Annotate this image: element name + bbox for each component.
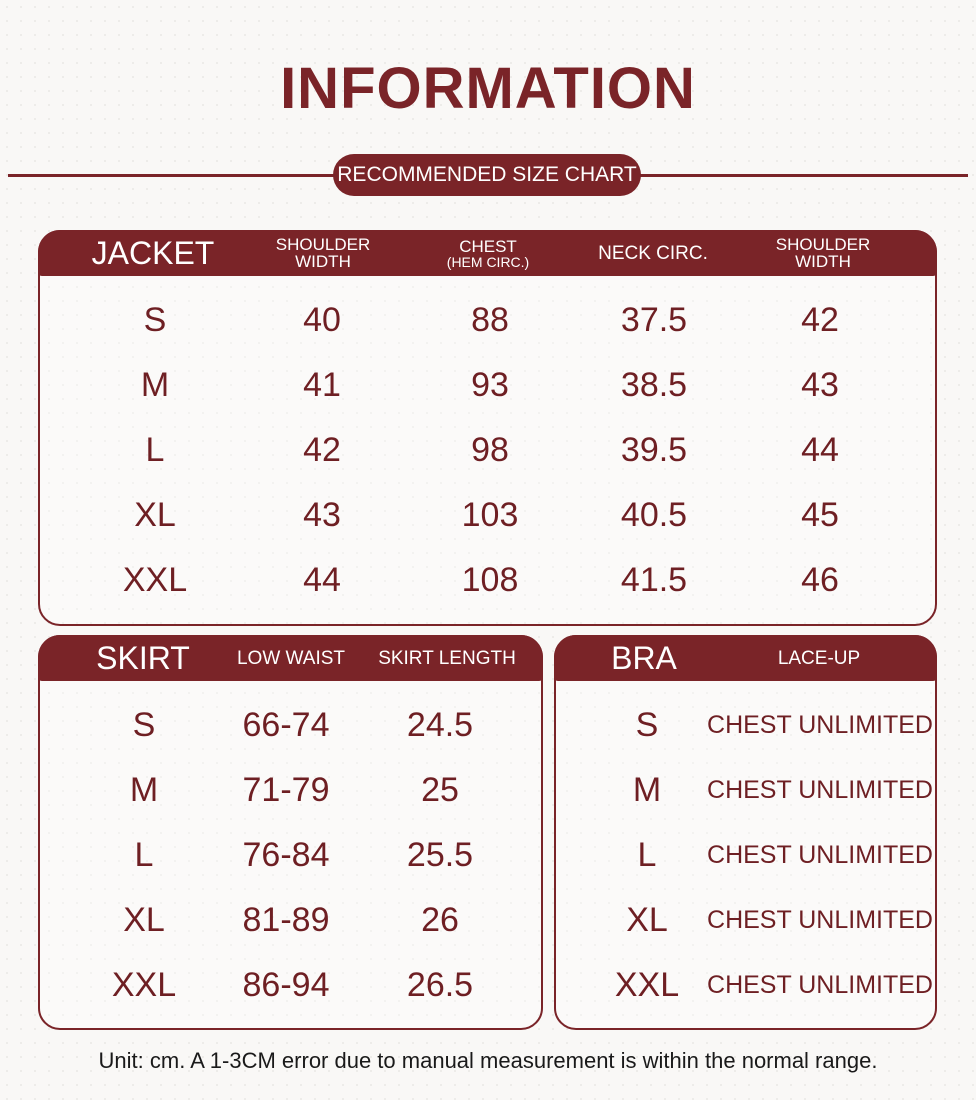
jacket-value-cell: 46: [801, 561, 839, 599]
jacket-col-shoulder-width: [248, 230, 398, 276]
jacket-value-cell: 41: [303, 366, 341, 404]
bra-value-cell: CHEST UNLIMITED: [707, 841, 933, 869]
jacket-size-cell: XXL: [122, 561, 188, 599]
jacket-table: [38, 230, 937, 626]
bra-value-cell: CHEST UNLIMITED: [707, 776, 933, 804]
bra-value-cell: CHEST UNLIMITED: [707, 711, 933, 739]
divider-left: [8, 174, 338, 177]
jacket-value-cell: 45: [801, 496, 839, 534]
skirt-value-cell: 26: [421, 901, 459, 939]
jacket-col-chest: [418, 230, 558, 276]
subtitle-badge: RECOMMENDED SIZE CHART: [333, 154, 641, 196]
jacket-size-cell: XL: [134, 496, 176, 534]
jacket-value-cell: 39.5: [620, 431, 688, 469]
bra-size-cell: M: [632, 771, 662, 809]
jacket-value-cell: 98: [471, 431, 509, 469]
skirt-value-cell: 81-89: [242, 901, 330, 939]
skirt-value-cell: 26.5: [406, 966, 474, 1004]
jacket-value-cell: 43: [801, 366, 839, 404]
footnote: Unit: cm. A 1-3CM error due to manual measurement is within the normal range.: [98, 1048, 878, 1073]
bra-size-cell: XL: [626, 901, 668, 939]
jacket-col-shoulder-width-2: [748, 230, 898, 276]
jacket-value-cell: 42: [303, 431, 341, 469]
bra-size-cell: L: [637, 836, 657, 874]
jacket-value-cell: 40.5: [620, 496, 688, 534]
skirt-col-1-text: LOW WAIST: [236, 647, 346, 669]
bra-table: [554, 635, 937, 1030]
skirt-value-cell: 71-79: [242, 771, 330, 809]
bra-value-cell: CHEST UNLIMITED: [707, 906, 933, 934]
bra-col-lace-up: [714, 635, 924, 681]
skirt-col-skirt-length: [366, 635, 528, 681]
skirt-label: [68, 635, 218, 681]
bra-label-text: BRA: [611, 640, 677, 676]
jacket-col-2-line-1: CHEST: [459, 236, 517, 256]
jacket-value-cell: 93: [471, 366, 509, 404]
jacket-col-4-line-2: WIDTH: [795, 252, 851, 271]
skirt-size-cell: XXL: [111, 966, 177, 1004]
jacket-value-cell: 37.5: [620, 301, 688, 339]
jacket-value-cell: 41.5: [620, 561, 688, 599]
jacket-col-1-line-2: WIDTH: [295, 252, 351, 271]
jacket-label: [68, 230, 238, 276]
skirt-size-cell: M: [129, 771, 159, 809]
skirt-value-cell: 66-74: [242, 706, 330, 744]
jacket-col-neck-circ: [578, 230, 728, 276]
jacket-col-2-line-2: (HEM CIRC.): [446, 253, 530, 270]
divider-right: [636, 174, 968, 177]
page-title: INFORMATION: [280, 56, 696, 121]
jacket-label-text: JACKET: [91, 235, 215, 271]
jacket-value-cell: 40: [303, 301, 341, 339]
skirt-value-cell: 25: [421, 771, 459, 809]
skirt-col-2-text: SKIRT LENGTH: [378, 647, 516, 669]
jacket-col-4-line-1: SHOULDER: [775, 235, 871, 254]
skirt-col-low-waist: [216, 635, 366, 681]
jacket-table-header: [38, 230, 937, 276]
jacket-col-3-line-1: NECK CIRC.: [598, 242, 708, 264]
jacket-value-cell: 103: [461, 496, 519, 534]
bra-size-cell: XXL: [614, 966, 680, 1004]
bra-size-cell: S: [635, 706, 659, 744]
bra-table-header: [554, 635, 937, 681]
skirt-value-cell: 25.5: [406, 836, 474, 874]
skirt-size-cell: XL: [123, 901, 165, 939]
jacket-value-cell: 88: [471, 301, 509, 339]
jacket-value-cell: 44: [303, 561, 341, 599]
skirt-size-cell: S: [132, 706, 156, 744]
jacket-size-cell: L: [145, 431, 165, 469]
jacket-value-cell: 108: [461, 561, 519, 599]
bra-col-1-text: LACE-UP: [777, 647, 861, 669]
skirt-size-cell: L: [134, 836, 154, 874]
skirt-table: [38, 635, 543, 1030]
bra-value-cell: CHEST UNLIMITED: [707, 971, 933, 999]
jacket-value-cell: 38.5: [620, 366, 688, 404]
jacket-size-cell: S: [143, 301, 167, 339]
skirt-value-cell: 24.5: [406, 706, 474, 744]
skirt-value-cell: 76-84: [242, 836, 330, 874]
jacket-value-cell: 42: [801, 301, 839, 339]
bra-label: [574, 635, 714, 681]
jacket-col-1-line-1: SHOULDER: [275, 235, 371, 254]
skirt-value-cell: 86-94: [242, 966, 330, 1004]
skirt-label-text: SKIRT: [96, 640, 190, 676]
skirt-table-header: [38, 635, 543, 681]
jacket-size-cell: M: [140, 366, 170, 404]
jacket-value-cell: 43: [303, 496, 341, 534]
jacket-value-cell: 44: [801, 431, 839, 469]
